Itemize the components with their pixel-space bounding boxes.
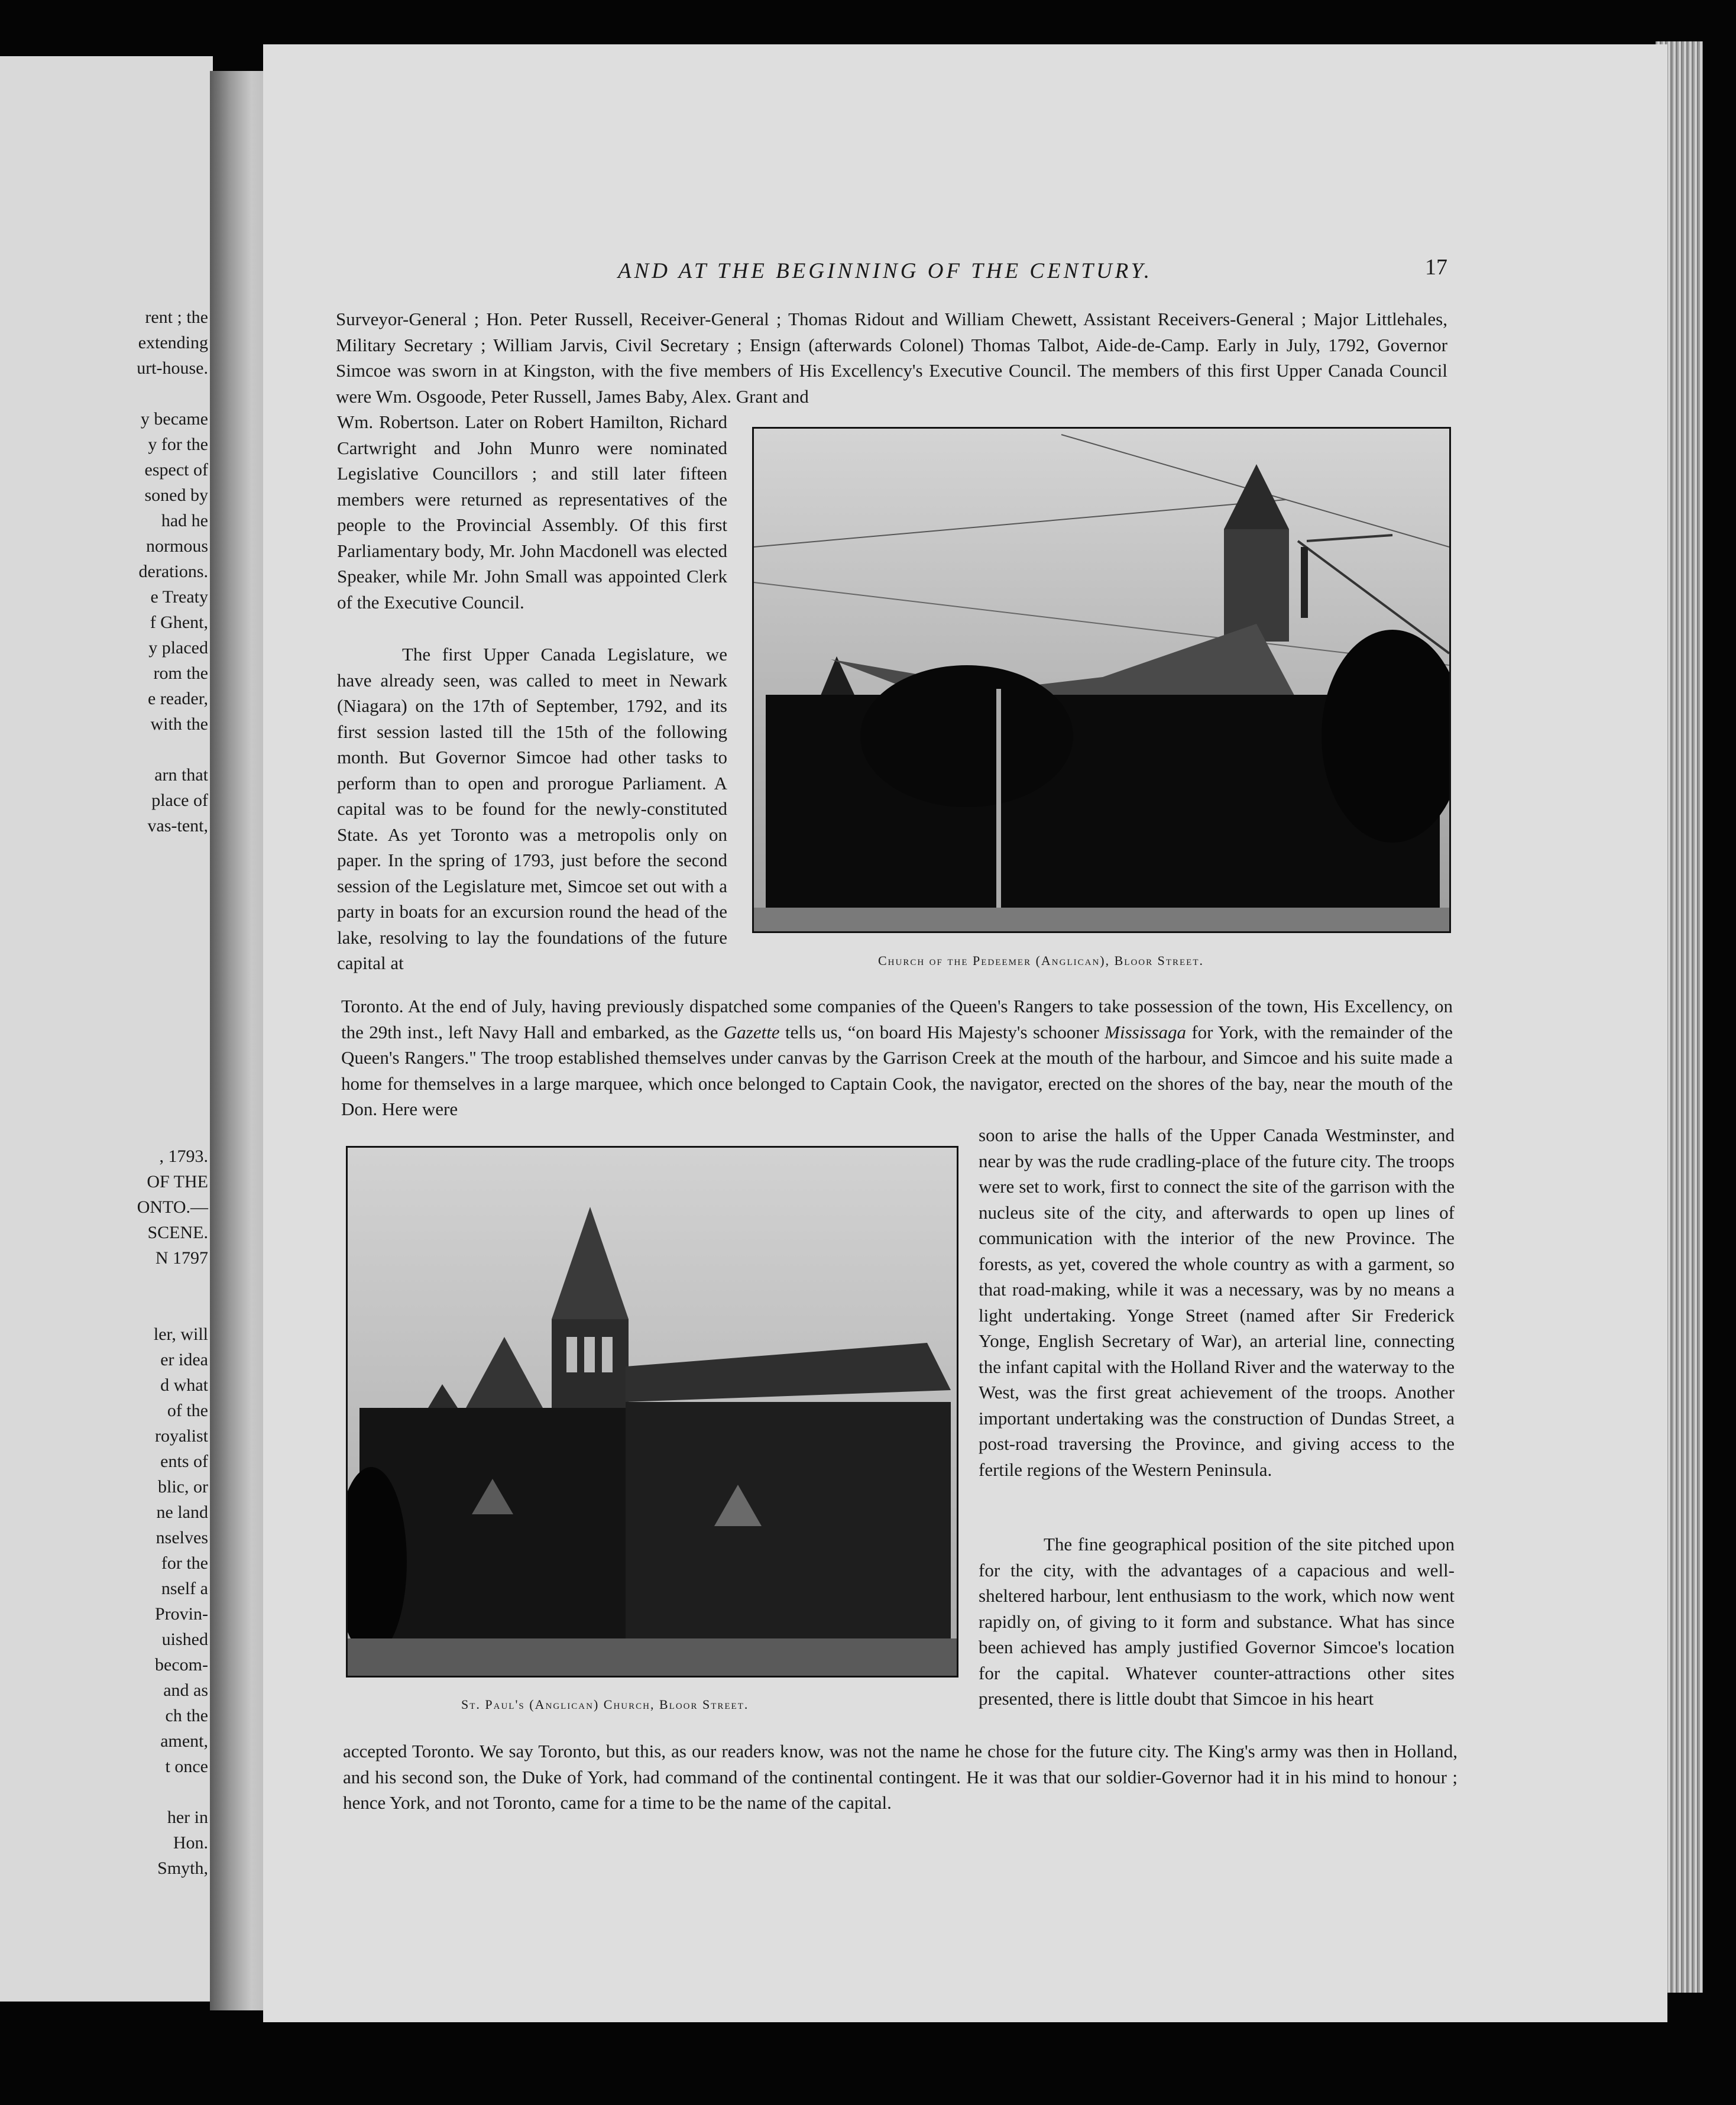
left-page-fragment [31, 1118, 208, 1144]
running-title: AND AT THE BEGINNING OF THE CENTURY. [618, 259, 1153, 283]
left-page-fragment [31, 864, 208, 889]
left-page-fragment [31, 940, 208, 966]
left-page-fragment: arn that [154, 765, 208, 785]
left-page-fragment: N 1797 [155, 1248, 208, 1268]
left-page-fragment: for the [161, 1553, 208, 1573]
left-page-fragment [31, 1271, 208, 1296]
left-page-fragment: , 1793. [159, 1147, 208, 1166]
left-page-fragment: Smyth, [157, 1858, 208, 1878]
left-page-fragment: er idea [160, 1350, 208, 1369]
paragraph-closing: accepted Toronto. We say Toronto, but this, as our readers know, was not the name he chose for the future city. The King's army was then in Holland, and his second son, the Duke of York, had command of the continental contingent. He it was that our soldier-Governor had it in his mind to honour ; hence York, and not Toronto, came for a time to be the name of the capital. [343, 1741, 1458, 1813]
mississaga-name: Mississaga [1105, 1021, 1186, 1042]
left-page-fragment: y became [140, 409, 208, 429]
gazette-title: Gazette [723, 1021, 780, 1042]
left-page-fragment: urt-house. [137, 358, 208, 378]
left-page-fragment: blic, or [158, 1477, 208, 1497]
left-page-fragment: e reader, [147, 689, 208, 708]
left-page-fragment: t once [165, 1757, 208, 1776]
left-page [0, 56, 213, 2002]
left-page-fragment: y for the [148, 435, 208, 454]
paragraph-right-column-2: The fine geographical position of the site pitched upon for the city, with the advantages of a capacious and well-sheltered harbour, lent enthusiasm to the work, which now went rapidly on, of giving to it form and substance. What has since been achieved has amply justified Governor Simcoe's location for the capital. Whatever counter-attractions other sites presented, there is little doubt that Simcoe in his heart [979, 1534, 1455, 1709]
left-page-fragment: extending [138, 333, 208, 352]
left-page-fragment: espect of [144, 460, 208, 480]
left-page-fragment: Provin- [155, 1604, 208, 1624]
left-page-fragment: rom the [153, 663, 208, 683]
left-page-fragment [31, 1016, 208, 1042]
left-page-fragment: normous [146, 536, 208, 556]
left-page-fragment [31, 991, 208, 1016]
paragraph-right-column-1: soon to arise the halls of the Upper Canada Westminster, and near by was the rude cradling-place of the future city. The troops were set to work, first to connect the site of the garrison with the nucleus site of the city, and afterwards to open up lines of communication with the interior of the new Province. The forests, as yet, covered the whole country as with a garment, so that road-making, while it was a necessary, was by no means a light undertaking. Yonge Street (named after Sir Frederick Yonge, English Secretary of War), an arterial line, connecting the infant capital with the Holland River and the waterway to the West, was the first great achievement of the troops. Another important undertaking was the construction of Dundas Street, a post-road traversing the Province, and giving access to the fertile regions of the Western Peninsula. [979, 1125, 1455, 1480]
left-page-fragment: y placed [148, 638, 208, 658]
left-page-fragment: nselves [156, 1528, 208, 1547]
left-page-fragment: OF THE [147, 1172, 208, 1191]
page-number: 17 [1425, 255, 1447, 280]
left-page-fragment: uished [161, 1630, 208, 1649]
left-page-fragment: rent ; the [145, 307, 208, 327]
left-page-fragment: with the [150, 714, 208, 734]
left-page-fragment: d what [160, 1375, 208, 1395]
left-page-fragment [31, 889, 208, 915]
left-page-fragment: royalist [155, 1426, 208, 1446]
left-page-fragment: ament, [160, 1731, 208, 1751]
left-page-fragment: e Treaty [150, 587, 208, 607]
book-gutter [210, 71, 269, 2010]
left-page-fragment [31, 737, 208, 762]
left-page-fragment: and as [163, 1680, 208, 1700]
left-page-fragment [31, 915, 208, 940]
st-pauls-church-photo [346, 1146, 958, 1677]
left-page-fragment: soned by [144, 485, 208, 505]
left-page-fragment [31, 838, 208, 864]
toronto-text-2: tells us, “on board His Majesty's schooner [785, 1021, 1099, 1042]
left-page-fragment: her in [167, 1808, 208, 1827]
left-page-fragment [31, 1067, 208, 1093]
caption-church-of-redeemer: Church of the Pedeemer (Anglican), Bloor Street. [878, 953, 1204, 968]
paragraph-legislature: The first Upper Canada Legislature, we have already seen, was called to meet in Newark (Niagara) on the 17th of September, 1792, and its first session lasted till the 15th of the following month. But Governor Simcoe had other tasks to perform than to open and prorogue Parliament. A capital was to be found for the newly-constituted State. As yet Toronto was a metropolis only on paper. In the spring of 1793, just before the second session of the Legislature met, Simcoe set out with a party in boats for an excursion round the head of the lake, resolving to lay the foundations of the future capital at [337, 644, 727, 973]
left-page-fragment: Hon. [173, 1833, 208, 1853]
left-page-fragment: ne land [156, 1502, 208, 1522]
church-of-redeemer-photo [752, 427, 1451, 933]
left-page-fragment: SCENE. [147, 1223, 208, 1242]
left-page-fragment: ONTO.— [137, 1197, 208, 1217]
left-page-fragment [31, 1042, 208, 1067]
left-page-fragment [31, 966, 208, 991]
left-page-fragment: of the [167, 1401, 208, 1420]
toronto-text-1: Toronto. At the end of July, having previously dispatched some companies of the Queen's Rangers to take possession of the town, His Excellency, on the 29th inst., left Navy Hall and embarked, as the [341, 996, 1453, 1042]
left-page-fragment: had he [161, 511, 208, 530]
caption-st-pauls-church: St. Paul's (Anglican) Church, Bloor Street. [461, 1697, 749, 1712]
paragraph-intro-full: Surveyor-General ; Hon. Peter Russell, Receiver-General ; Thomas Ridout and William Chewett, Assistant Receivers-General ; Major Littlehales, Military Secretary ; William Jarvis, Civil Secretary ; Ensign (afterwards Colonel) Thomas Talbot, Aide-de-Camp. Early in July, 1792, Governor Simcoe was sworn in at Kingston, with the five members of His Excellency's Executive Council. The members of this first Upper Canada Council were Wm. Osgoode, Peter Russell, James Baby, Alex. Grant and [336, 309, 1447, 407]
left-page-fragment [31, 381, 208, 406]
left-page-fragment: vas-tent, [147, 816, 208, 835]
left-page-fragment: f Ghent, [150, 613, 208, 632]
left-page-fragment: becom- [155, 1655, 208, 1675]
left-page-fragment: ler, will [153, 1324, 208, 1344]
left-page-text-fragments [31, 305, 208, 1881]
st-pauls-church-illustration [348, 1148, 957, 1676]
left-page-fragment: place of [151, 791, 208, 810]
left-page-fragment: derations. [138, 562, 208, 581]
left-page-fragment: nself a [161, 1579, 208, 1598]
paragraph-intro-narrow: Wm. Robertson. Later on Robert Hamilton, Richard Cartwright and John Munro were nominated Legislative Councillors ; and still later fifteen members were returned as representatives of the people to the Provincial Assembly. Of this first Parliamentary body, Mr. John Macdonell was elected Speaker, while Mr. John Small was appointed Clerk of the Executive Council. [337, 412, 727, 613]
left-page-fragment [31, 1296, 208, 1322]
left-page-fragment [31, 1093, 208, 1118]
toronto-text-3: for York, with the remainder of the Queen's Rangers." The troop established themselves under canvas by the Garrison Creek at the mouth of the harbour, and Simcoe and his suite made a home for themselves in a large marquee, which once belonged to Captain Cook, the navigator, erected on the shores of the bay, near the mouth of the Don. Here were [341, 1021, 1453, 1119]
church-of-redeemer-illustration [754, 429, 1449, 931]
left-page-fragment: ents of [160, 1452, 208, 1471]
left-page-fragment [31, 1779, 208, 1805]
paragraph-toronto-arrival [341, 993, 1453, 1122]
left-page-fragment: ch the [165, 1706, 208, 1725]
